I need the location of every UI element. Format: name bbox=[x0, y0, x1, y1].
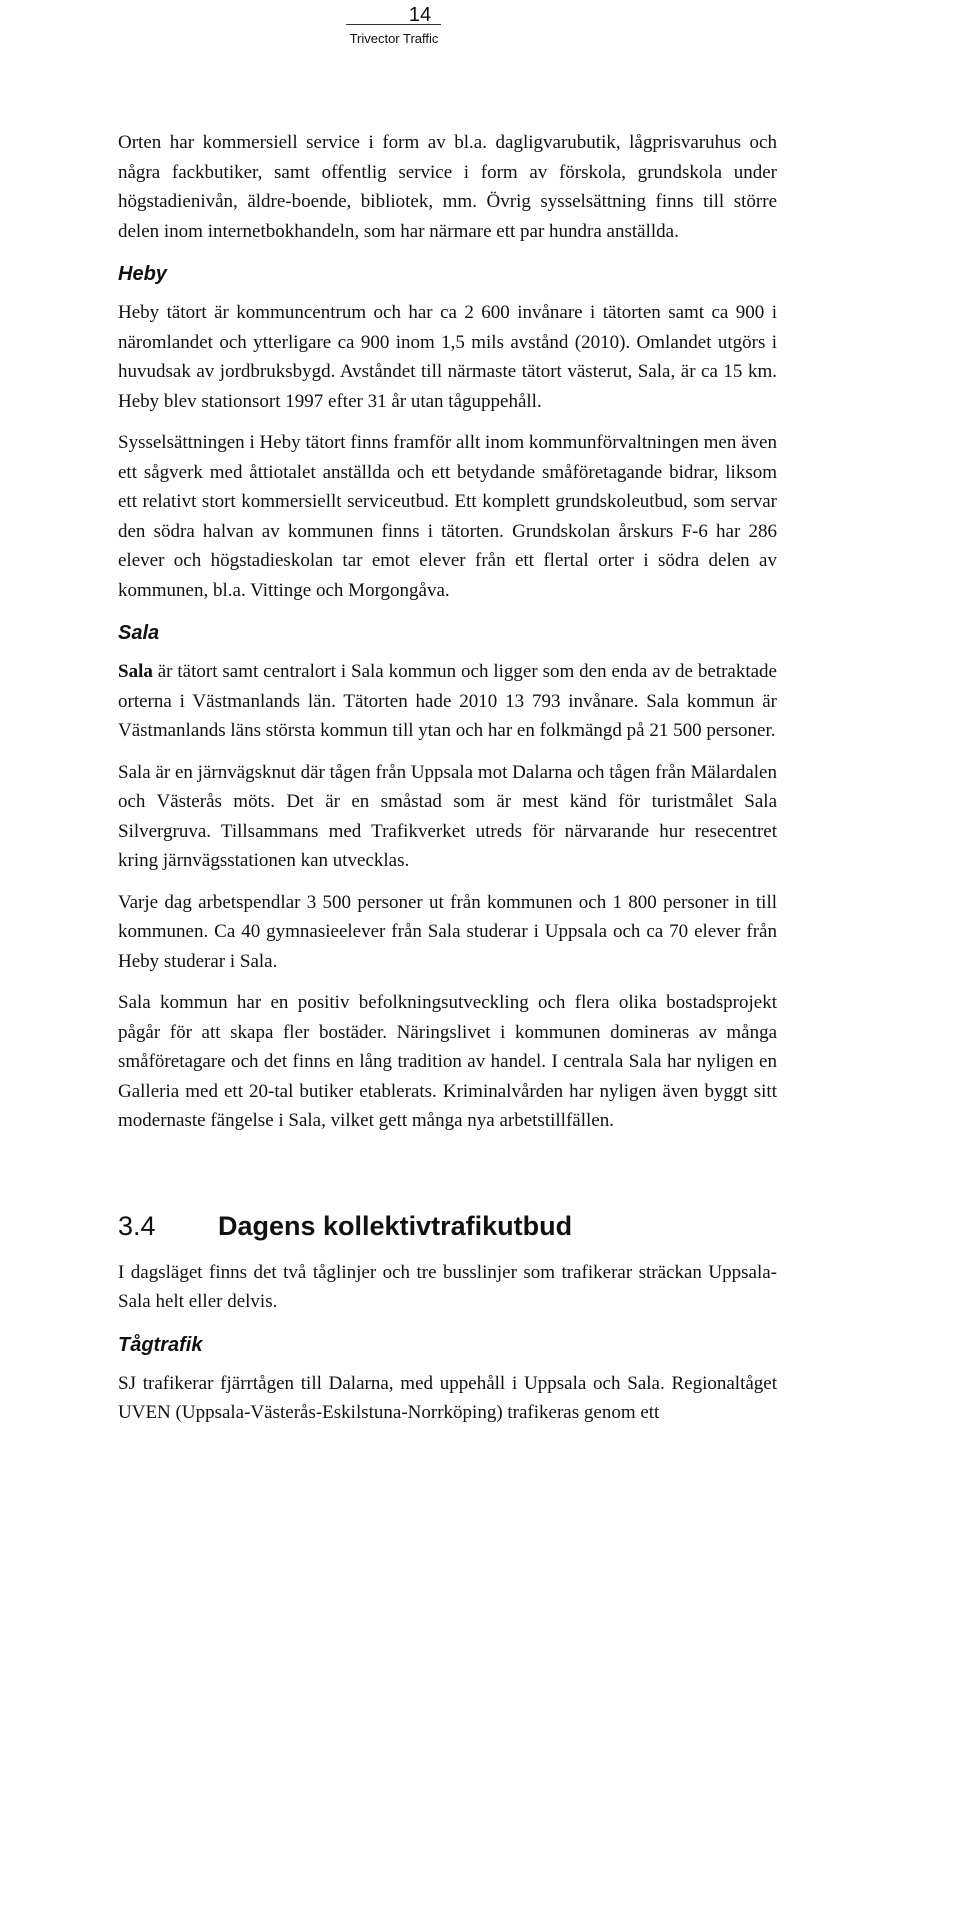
page-header bbox=[0, 0, 960, 70]
section-number: 3.4 bbox=[118, 1210, 156, 1241]
document-body bbox=[118, 128, 777, 1440]
heby-paragraph-2: Sysselsättningen i Heby tätort finns framför allt inom kommunförvaltningen men även ett sågverk med åttiotalet anställda och ett betydande småföretagande bidrar, liksom ett relativt stort kommersiellt serviceutbud. Ett komplett grundskoleutbud, som servar den södra halvan av kommunen finns i tätorten. Grundskolan årskurs F-6 har 286 elever och högstadieskolan tar emot elever från ett flertal orter i södra delen av kommunen, bl.a. Vittinge och Morgongåva. bbox=[118, 432, 777, 601]
section-paragraph: I dagsläget finns det två tåglinjer och tre busslinjer som trafikerar sträckan Uppsala-Sala helt eller delvis. bbox=[118, 1261, 777, 1312]
sala-paragraph-1-text: är tätort samt centralort i Sala kommun och ligger som den enda av de betraktade orterna i Västmanlands län. Tätorten hade 2010 13 793 invånare. Sala kommun är Västmanlands läns största kommun till ytan och har en folkmängd på 21 500 personer. bbox=[118, 661, 777, 741]
intro-paragraph: Orten har kommersiell service i form av bl.a. dagligvarubutik, lågprisvaruhus och några fackbutiker, samt offentlig service i form av förskola, grundskola under högstadienivån, äldre-boende, bibliotek, mm. Övrig sysselsättning finns till större delen inom internetbokhandeln, som har närmare ett par hundra anställda. bbox=[118, 132, 777, 242]
section-heading bbox=[118, 1208, 777, 1244]
tagtrafik-heading: Tågtrafik bbox=[118, 1333, 203, 1356]
sala-paragraph-3: Varje dag arbetspendlar 3 500 personer ut från kommunen och 1 800 personer in till kommunen. Ca 40 gymnasieelever från Sala studerar i Uppsala och ca 70 elever från Heby studerar i Sala. bbox=[118, 891, 777, 972]
heby-paragraph-1: Heby tätort är kommuncentrum och har ca 2 600 invånare i tätorten samt ca 900 i näromlandet och ytterligare ca 900 inom 1,5 mils avstånd (2010). Omlandet utgörs i huvudsak av jordbruksbygd. Avståndet till närmaste tätort västerut, Sala, är ca 15 km. Heby blev stationsort 1997 efter 31 år utan tåguppehåll. bbox=[118, 302, 777, 412]
sala-paragraph-4: Sala kommun har en positiv befolkningsutveckling och flera olika bostadsprojekt pågår för att skapa fler bostäder. Näringslivet i kommunen domineras av många småföretagare och det finns en lång tradition av handel. I centrala Sala har nyligen en Galleria med ett 20-tal butiker etablerats. Kriminalvården har nyligen även byggt sitt modernaste fängelse i Sala, vilket gett många nya arbetstillfällen. bbox=[118, 992, 777, 1131]
header-title: Trivector Traffic bbox=[349, 31, 439, 46]
heby-heading: Heby bbox=[118, 263, 167, 285]
page-number: 14 bbox=[408, 4, 432, 26]
tagtrafik-paragraph: SJ trafikerar fjärrtågen till Dalarna, med uppehåll i Uppsala och Sala. Regionaltåget UVEN (Uppsala-Västerås-Eskilstuna-Norrköping) trafikeras genom ett bbox=[118, 1372, 777, 1423]
header-divider bbox=[346, 24, 441, 25]
sala-bold-term: Sala bbox=[118, 661, 153, 682]
section-title: Dagens kollektivtrafikutbud bbox=[218, 1210, 573, 1241]
sala-heading: Sala bbox=[118, 622, 160, 644]
sala-paragraph-2: Sala är en järnvägsknut där tågen från Uppsala mot Dalarna och tågen från Mälardalen och Västerås möts. Det är en småstad som är mest känd för turistmålet Sala Silvergruva. Tillsammans med Trafikverket utreds för närvarande hur resecentret kring järnvägsstationen kan utvecklas. bbox=[118, 761, 777, 871]
sala-paragraph-1 bbox=[118, 657, 777, 746]
